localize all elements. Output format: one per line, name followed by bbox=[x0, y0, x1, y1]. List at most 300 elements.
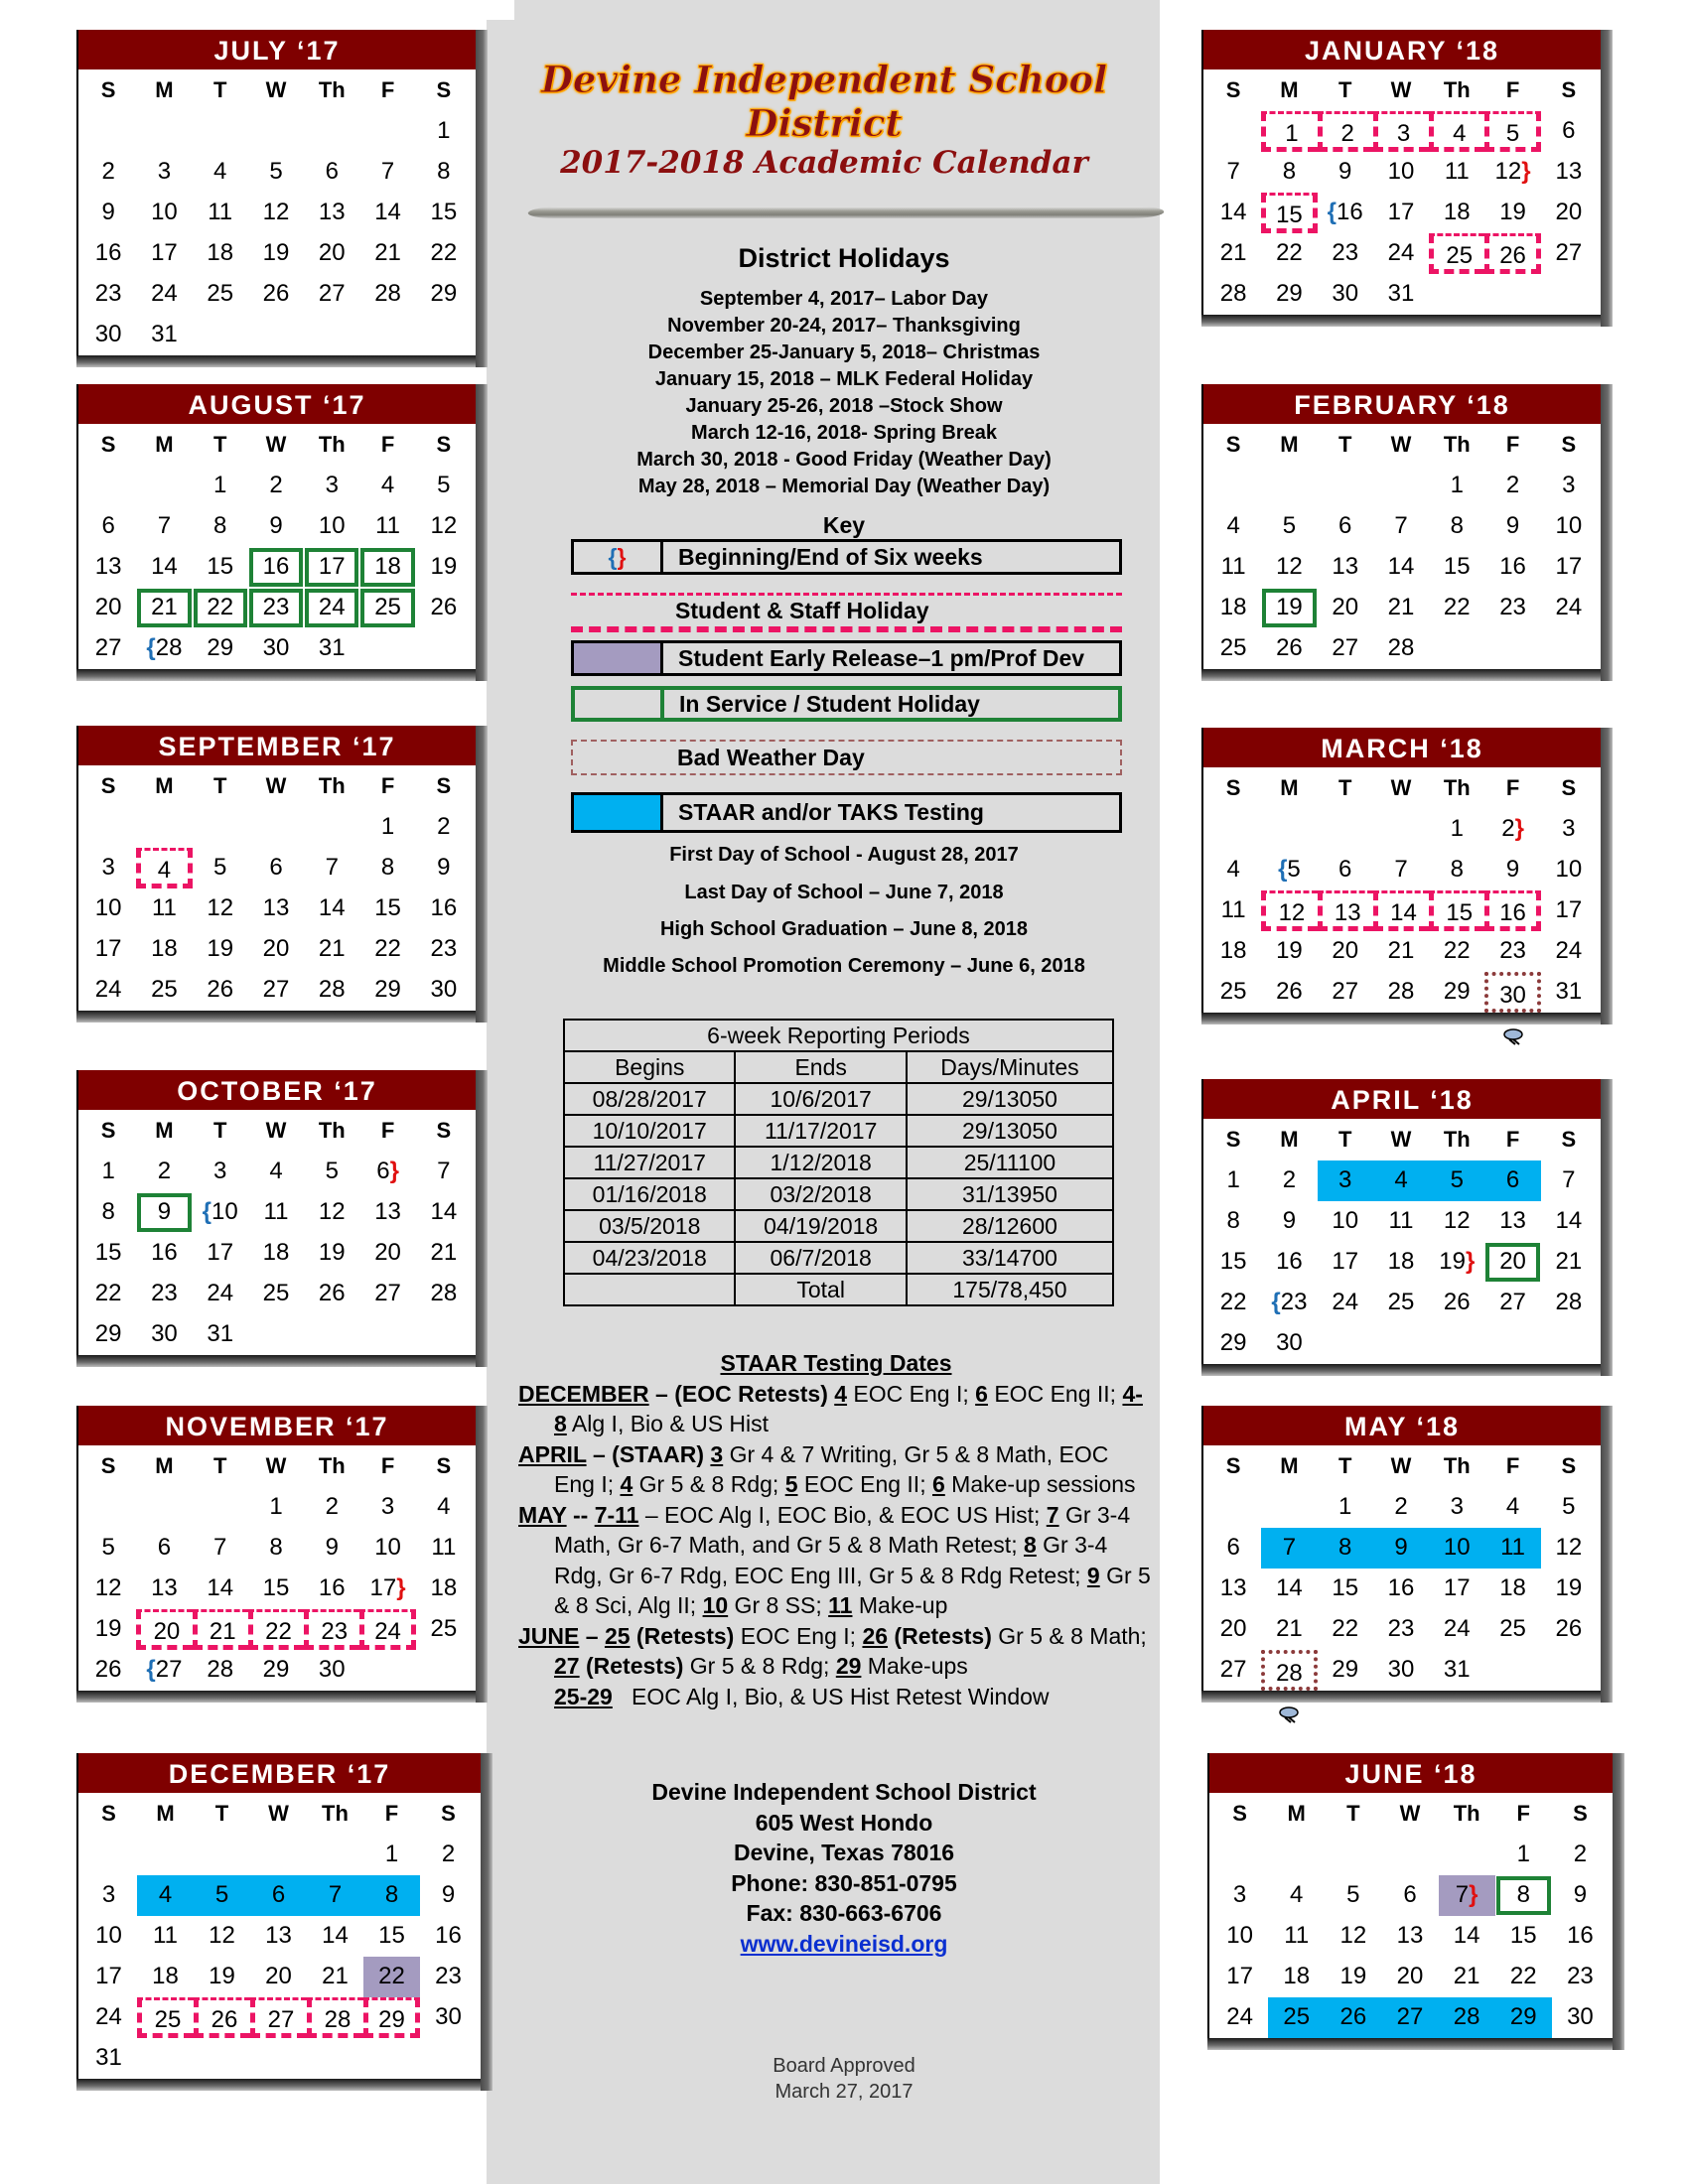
day-cell: 6 bbox=[269, 854, 283, 881]
day-cell: 19 bbox=[430, 553, 458, 580]
day-cell: 17} bbox=[369, 1574, 406, 1601]
day-cell: 8 bbox=[1318, 1528, 1373, 1569]
empty-day bbox=[1318, 809, 1373, 850]
day-cell: 30 bbox=[1332, 280, 1359, 307]
day-cell: 29 bbox=[262, 1656, 290, 1683]
day-cell: 25 bbox=[1499, 1615, 1526, 1642]
empty-day bbox=[1261, 809, 1317, 850]
day-cell: 9 bbox=[1505, 856, 1520, 883]
day-cell: 18 bbox=[1499, 1574, 1526, 1601]
weekday-label: M bbox=[1280, 1127, 1299, 1152]
day-cell: 3 bbox=[1450, 1493, 1464, 1520]
empty-day bbox=[1205, 466, 1261, 506]
month-card-may-2018 bbox=[1201, 1406, 1601, 1691]
day-cell: 11 bbox=[1388, 1207, 1414, 1234]
day-cell: 16 bbox=[94, 239, 122, 266]
day-cell: 8 bbox=[213, 512, 227, 539]
weekday-label: Th bbox=[322, 1801, 349, 1826]
weekday-label: Th bbox=[1443, 77, 1471, 102]
day-cell: 3 bbox=[157, 158, 172, 185]
day-cell: 6 bbox=[250, 1875, 307, 1916]
key-early-release: Student Early Release–1 pm/Prof Dev bbox=[571, 640, 1122, 676]
day-cell: 7 bbox=[380, 158, 395, 185]
day-cell: 28 bbox=[1387, 634, 1415, 661]
holiday-item: December 25-January 5, 2018– Christmas bbox=[647, 341, 1041, 363]
day-cell: 22 bbox=[248, 1609, 304, 1650]
day-cell: 19 bbox=[1276, 937, 1303, 964]
day-cell: 25 bbox=[1268, 1997, 1325, 2038]
day-cell: 13 bbox=[1332, 553, 1359, 580]
day-cell: 19 bbox=[262, 239, 290, 266]
day-cell: {5 bbox=[1278, 856, 1301, 883]
key-student-staff-holiday: Student & Staff Holiday bbox=[571, 593, 1122, 632]
empty-day bbox=[304, 111, 359, 152]
day-cell: 22 bbox=[1332, 1615, 1359, 1642]
day-cell: 20 bbox=[1396, 1963, 1424, 1989]
day-cell: 24 bbox=[207, 1280, 234, 1306]
day-cell: 26 bbox=[1325, 1997, 1381, 2038]
day-cell: 17 bbox=[1555, 896, 1583, 923]
table-row: 04/23/2018 06/7/2018 33/14700 bbox=[564, 1242, 1113, 1274]
day-cell: 24 bbox=[1555, 594, 1583, 620]
weekday-label: T bbox=[212, 77, 227, 102]
weekday-label: T bbox=[1346, 1801, 1360, 1826]
month-grid bbox=[1209, 1793, 1613, 2038]
day-cell: 18 bbox=[262, 1239, 290, 1266]
day-cell: 11 bbox=[1444, 158, 1470, 185]
day-cell: 15 bbox=[94, 1239, 122, 1266]
day-cell: 12} bbox=[1494, 158, 1531, 185]
day-cell: 7 bbox=[1394, 512, 1408, 539]
day-cell: 17 bbox=[1226, 1963, 1253, 1989]
day-cell: 20 bbox=[1219, 1615, 1247, 1642]
table-row: 01/16/2018 03/2/2018 31/13950 bbox=[564, 1178, 1113, 1210]
day-cell: 9 bbox=[136, 1192, 192, 1233]
month-title: JANUARY ‘18 bbox=[1203, 30, 1601, 69]
day-cell: 27 bbox=[374, 1280, 401, 1306]
day-cell: 24 bbox=[151, 280, 178, 307]
contact-name: Devine Independent School District bbox=[651, 1779, 1037, 1805]
weekday-label: Th bbox=[318, 432, 346, 457]
day-cell: 5 bbox=[1429, 1160, 1484, 1201]
day-cell: 24 bbox=[359, 1609, 415, 1650]
day-cell: 14 bbox=[1219, 199, 1247, 225]
day-cell: 4 bbox=[1290, 1881, 1304, 1908]
day-cell: 16 bbox=[1387, 1574, 1415, 1601]
day-cell: 4 bbox=[213, 158, 227, 185]
day-cell: 16 bbox=[1276, 1248, 1303, 1275]
day-cell: 29 bbox=[1332, 1656, 1359, 1683]
day-cell: 9 bbox=[1282, 1207, 1297, 1234]
day-cell: 16 bbox=[1499, 553, 1526, 580]
day-cell: 8 bbox=[380, 854, 395, 881]
holidays-heading: District Holidays bbox=[738, 243, 950, 273]
day-cell: 1 bbox=[1450, 472, 1464, 498]
day-cell: 1 bbox=[101, 1158, 115, 1184]
day-cell: 30 bbox=[430, 976, 458, 1003]
empty-day bbox=[136, 466, 192, 506]
contact-city: Devine, Texas 78016 bbox=[733, 1840, 955, 1865]
day-cell: 14 bbox=[1555, 1207, 1583, 1234]
day-cell: 8 bbox=[1282, 158, 1297, 185]
weekday-label: T bbox=[212, 432, 227, 457]
day-cell: 6 bbox=[1403, 1881, 1417, 1908]
day-cell: 25 bbox=[1219, 634, 1247, 661]
staar-may: MAY -- 7-11 – EOC Alg I, EOC Bio, & EOC US Hist; 7 Gr 3-4 Math, Gr 6-7 Math, and Gr 5 & 8 Math Retest; 8 Gr 3-4 Rdg, Gr 6-7 Rdg, EOC Eng III, Gr 5 & 8 Rdg Retest; 9 Gr 5 & 8 Sci, Alg II; 10 Gr 8 SS; 11 Make-up bbox=[518, 1501, 1151, 1618]
month-title: AUGUST ‘17 bbox=[78, 384, 476, 424]
storm-cloud-icon bbox=[1278, 1706, 1300, 1723]
day-cell: 10 bbox=[1555, 856, 1583, 883]
day-cell: 14 bbox=[322, 1922, 349, 1949]
day-cell: 18 bbox=[207, 239, 234, 266]
holiday-item: May 28, 2018 – Memorial Day (Weather Day) bbox=[637, 476, 1051, 497]
day-cell: 13 bbox=[318, 199, 346, 225]
day-cell: 1 bbox=[1226, 1166, 1240, 1193]
day-cell: 2 bbox=[441, 1841, 456, 1867]
day-cell: 12 bbox=[262, 199, 290, 225]
key-heading: Key bbox=[822, 512, 866, 538]
day-cell: 14 bbox=[430, 1198, 458, 1225]
empty-day bbox=[80, 807, 136, 848]
day-cell: 2 bbox=[437, 813, 451, 840]
day-cell: 5 bbox=[1484, 111, 1540, 152]
weekday-label: S bbox=[441, 1801, 456, 1826]
holiday-item: January 25-26, 2018 –Stock Show bbox=[685, 395, 1003, 417]
month-title: NOVEMBER ‘17 bbox=[78, 1406, 476, 1445]
holiday-list bbox=[506, 286, 1182, 500]
weekday-label: F bbox=[384, 1801, 399, 1826]
day-cell: 20 bbox=[262, 935, 290, 962]
day-cell: 18 bbox=[1219, 937, 1247, 964]
weekday-label: M bbox=[156, 1801, 175, 1826]
day-cell: 31 bbox=[1387, 280, 1415, 307]
weekday-label: S bbox=[100, 432, 116, 457]
day-cell: 18 bbox=[1387, 1248, 1415, 1275]
day-cell: 13 bbox=[1499, 1207, 1526, 1234]
day-cell: 4 bbox=[1226, 856, 1240, 883]
day-cell: 28 bbox=[1439, 1997, 1495, 2038]
day-cell: 2} bbox=[1501, 815, 1524, 842]
day-cell: 26 bbox=[1276, 634, 1303, 661]
day-cell: 17 bbox=[94, 935, 122, 962]
day-cell: 21 bbox=[1453, 1963, 1480, 1989]
weekday-label: F bbox=[1505, 1127, 1520, 1152]
empty-day bbox=[136, 807, 192, 848]
day-cell: 13 bbox=[374, 1198, 401, 1225]
day-cell: 14 bbox=[1276, 1574, 1303, 1601]
day-cell: 9 bbox=[1573, 1881, 1588, 1908]
day-cell: 4 bbox=[1373, 1160, 1429, 1201]
day-cell: 6 bbox=[325, 158, 339, 185]
day-cell: 17 bbox=[95, 1963, 122, 1989]
day-cell: 10 bbox=[94, 894, 122, 921]
empty-day bbox=[250, 1835, 307, 1875]
month-grid bbox=[78, 69, 476, 355]
weekday-label: Th bbox=[1443, 432, 1471, 457]
weekday-label: S bbox=[1561, 775, 1577, 800]
day-cell: 18 bbox=[1443, 199, 1471, 225]
weekday-label: S bbox=[436, 432, 452, 457]
day-cell: 19 bbox=[1339, 1963, 1367, 1989]
month-card-july-2017 bbox=[76, 30, 476, 355]
weekday-label: S bbox=[1561, 1127, 1577, 1152]
month-grid bbox=[1203, 424, 1601, 669]
month-card-october-2017 bbox=[76, 1070, 476, 1355]
day-cell: 23 bbox=[435, 1963, 462, 1989]
day-cell: 15 bbox=[1443, 553, 1471, 580]
weekday-label: Th bbox=[1443, 1453, 1471, 1478]
day-cell: 11 bbox=[431, 1534, 457, 1561]
day-cell: 24 bbox=[1443, 1615, 1471, 1642]
day-cell: 10 bbox=[374, 1534, 401, 1561]
day-cell: 5 bbox=[269, 158, 283, 185]
day-cell: 19 bbox=[1261, 588, 1317, 628]
day-cell: 2 bbox=[1394, 1493, 1408, 1520]
day-cell: 28 bbox=[374, 280, 401, 307]
day-cell: 25 bbox=[137, 1997, 194, 2038]
day-cell: 23 bbox=[94, 280, 122, 307]
contact-street: 605 West Hondo bbox=[755, 1809, 933, 1836]
day-cell: 26 bbox=[318, 1280, 346, 1306]
day-cell: 21 bbox=[1555, 1248, 1583, 1275]
day-cell: 4 bbox=[380, 472, 395, 498]
table-row: 03/5/2018 04/19/2018 28/12600 bbox=[564, 1210, 1113, 1242]
day-cell: 9 bbox=[1338, 158, 1352, 185]
day-cell: {16 bbox=[1327, 199, 1363, 225]
day-cell: 27 bbox=[318, 280, 346, 307]
board-approval: Board Approved March 27, 2017 bbox=[773, 2055, 915, 2103]
day-cell: 15 bbox=[378, 1922, 405, 1949]
day-cell: 28 bbox=[430, 1280, 458, 1306]
day-cell: 18 bbox=[359, 547, 415, 588]
day-cell: 24 bbox=[1387, 239, 1415, 266]
day-cell: 1 bbox=[384, 1841, 399, 1867]
weekday-label: S bbox=[100, 1453, 116, 1478]
day-cell: 7 bbox=[213, 1534, 227, 1561]
day-cell: 28 bbox=[1555, 1289, 1583, 1315]
day-cell: 23 bbox=[151, 1280, 178, 1306]
day-cell: 30 bbox=[151, 1320, 178, 1347]
day-cell: 19 bbox=[94, 1615, 122, 1642]
day-cell: 10 bbox=[1332, 1207, 1359, 1234]
day-cell: 3 bbox=[213, 1158, 227, 1184]
weekday-label: S bbox=[100, 1118, 116, 1143]
day-cell: 2 bbox=[269, 472, 283, 498]
day-cell: 19 bbox=[318, 1239, 346, 1266]
empty-day bbox=[1205, 1487, 1261, 1528]
weekday-label: F bbox=[1505, 1453, 1520, 1478]
day-cell: 2 bbox=[325, 1493, 339, 1520]
day-cell: 21 bbox=[1387, 594, 1415, 620]
weekday-label: S bbox=[100, 77, 116, 102]
six-weeks-begin-icon: { bbox=[146, 634, 156, 661]
weekday-label: W bbox=[1390, 432, 1412, 457]
weekday-label: T bbox=[1337, 775, 1352, 800]
six-weeks-begin-icon: { bbox=[146, 1656, 156, 1683]
day-cell: 16 bbox=[1567, 1922, 1594, 1949]
day-cell: 1 bbox=[1261, 111, 1317, 152]
day-cell: 12 bbox=[1555, 1534, 1583, 1561]
day-cell: 21 bbox=[1387, 937, 1415, 964]
month-title: APRIL ‘18 bbox=[1203, 1079, 1601, 1119]
empty-day bbox=[1373, 809, 1429, 850]
day-cell: 8 bbox=[1450, 856, 1464, 883]
empty-day bbox=[248, 807, 304, 848]
day-cell: 18 bbox=[151, 935, 178, 962]
weekday-label: W bbox=[265, 773, 287, 798]
weekday-label: W bbox=[265, 1118, 287, 1143]
day-cell: 19 bbox=[1499, 199, 1526, 225]
weekday-label: W bbox=[1390, 1453, 1412, 1478]
day-cell: 10 bbox=[95, 1922, 122, 1949]
day-cell: 31 bbox=[151, 321, 178, 347]
month-grid bbox=[78, 424, 476, 669]
day-cell: 7 bbox=[1261, 1528, 1317, 1569]
month-title: DECEMBER ‘17 bbox=[78, 1753, 481, 1793]
day-cell: 13 bbox=[262, 894, 290, 921]
website-link[interactable]: www.devineisd.org bbox=[740, 1930, 948, 1957]
day-cell: 19 bbox=[209, 1963, 235, 1989]
day-cell: 7} bbox=[1439, 1875, 1495, 1916]
day-cell: 25 bbox=[262, 1280, 290, 1306]
day-cell: 7 bbox=[1394, 856, 1408, 883]
empty-day bbox=[248, 111, 304, 152]
day-cell: 3 bbox=[1562, 472, 1576, 498]
day-cell: 16 bbox=[435, 1922, 462, 1949]
day-cell: 2 bbox=[1505, 472, 1520, 498]
month-card-february-2018 bbox=[1201, 384, 1601, 669]
weekday-label: W bbox=[1390, 77, 1412, 102]
weekday-label: T bbox=[1337, 1453, 1352, 1478]
day-cell: 26 bbox=[194, 1997, 250, 2038]
day-cell: 26 bbox=[1443, 1289, 1471, 1315]
six-weeks-end-icon: } bbox=[396, 1574, 406, 1601]
weekday-label: F bbox=[1516, 1801, 1530, 1826]
day-cell: 26 bbox=[94, 1656, 122, 1683]
month-card-april-2018 bbox=[1201, 1079, 1601, 1364]
in-service-swatch bbox=[575, 690, 664, 718]
holiday-item: January 15, 2018 – MLK Federal Holiday bbox=[654, 368, 1034, 390]
day-cell: 4 bbox=[136, 848, 192, 888]
empty-day bbox=[1261, 466, 1317, 506]
month-card-november-2017 bbox=[76, 1406, 476, 1691]
day-cell: 26 bbox=[1555, 1615, 1583, 1642]
month-grid bbox=[78, 1110, 476, 1355]
day-cell: 14 bbox=[1453, 1922, 1480, 1949]
day-cell: 25 bbox=[1429, 233, 1484, 274]
bad-weather-swatch bbox=[573, 742, 662, 773]
last-day-of-school: Last Day of School – June 7, 2018 bbox=[684, 882, 1004, 903]
empty-day bbox=[1261, 1487, 1317, 1528]
weekday-label: Th bbox=[318, 1453, 346, 1478]
day-cell: 1 bbox=[380, 813, 395, 840]
month-card-june-2018 bbox=[1207, 1753, 1613, 2038]
month-title: JUNE ‘18 bbox=[1209, 1753, 1613, 1793]
month-title: MAY ‘18 bbox=[1203, 1406, 1601, 1445]
weekday-label: M bbox=[155, 1453, 174, 1478]
holiday-swatch bbox=[571, 596, 660, 626]
day-cell: 22 bbox=[1219, 1289, 1247, 1315]
day-cell: 11 bbox=[151, 894, 177, 921]
high-school-graduation: High School Graduation – June 8, 2018 bbox=[659, 918, 1029, 940]
day-cell: 21 bbox=[1276, 1615, 1303, 1642]
day-cell: 10 bbox=[151, 199, 178, 225]
staar-swatch bbox=[574, 795, 663, 830]
day-cell: 28 bbox=[307, 1997, 363, 2038]
day-cell: 30 bbox=[262, 634, 290, 661]
weekday-label: M bbox=[1280, 775, 1299, 800]
key-staar-testing: STAAR and/or TAKS Testing bbox=[571, 792, 1122, 833]
empty-day bbox=[193, 807, 248, 848]
day-cell: 5 bbox=[1562, 1493, 1576, 1520]
table-row: 11/27/2017 1/12/2018 25/11100 bbox=[564, 1147, 1113, 1178]
day-cell: 15 bbox=[1219, 1248, 1247, 1275]
day-cell: 15 bbox=[207, 553, 234, 580]
day-cell: 30 bbox=[435, 2003, 462, 2030]
month-grid bbox=[78, 1445, 476, 1691]
day-cell: 13 bbox=[1219, 1574, 1247, 1601]
day-cell: 22 bbox=[1443, 594, 1471, 620]
day-cell: 17 bbox=[1387, 199, 1415, 225]
day-cell: 25 bbox=[207, 280, 234, 307]
weekday-label: T bbox=[1337, 432, 1352, 457]
day-cell: 10 bbox=[1555, 512, 1583, 539]
day-cell: 27 bbox=[94, 634, 122, 661]
month-grid bbox=[78, 765, 476, 1011]
weekday-label: S bbox=[436, 1118, 452, 1143]
day-cell: 5 bbox=[194, 1875, 250, 1916]
day-cell: 6 bbox=[1338, 512, 1352, 539]
empty-day bbox=[1211, 1835, 1268, 1875]
weekday-label: M bbox=[1280, 1453, 1299, 1478]
day-cell: 12 bbox=[207, 894, 234, 921]
day-cell: 27 bbox=[1219, 1656, 1247, 1683]
six-weeks-end-icon: } bbox=[1465, 1248, 1476, 1275]
key-bad-weather: Bad Weather Day bbox=[571, 740, 1122, 775]
day-cell: 25 bbox=[1219, 978, 1247, 1005]
empty-day bbox=[80, 111, 136, 152]
holiday-item: March 30, 2018 - Good Friday (Weather Day) bbox=[636, 449, 1052, 471]
table-title: 6-week Reporting Periods bbox=[564, 1020, 1113, 1051]
day-cell: 28 bbox=[1261, 1650, 1317, 1691]
empty-day bbox=[307, 1835, 363, 1875]
weekday-label: T bbox=[214, 1801, 229, 1826]
day-cell: 13 bbox=[94, 553, 122, 580]
month-title: JULY ‘17 bbox=[78, 30, 476, 69]
day-cell: 7 bbox=[1226, 158, 1240, 185]
six-weeks-begin-icon: { bbox=[1278, 856, 1288, 883]
day-cell: 27 bbox=[250, 1997, 307, 2038]
day-cell: 13 bbox=[1396, 1922, 1424, 1949]
weekday-label: F bbox=[1505, 775, 1520, 800]
day-cell: 15 bbox=[374, 894, 401, 921]
month-card-august-2017 bbox=[76, 384, 476, 669]
day-cell: 2 bbox=[1282, 1166, 1297, 1193]
day-cell: 1 bbox=[1450, 815, 1464, 842]
district-contact bbox=[506, 1777, 1182, 1959]
day-cell: 12 bbox=[1339, 1922, 1367, 1949]
day-cell: 9 bbox=[101, 199, 115, 225]
day-cell: {27 bbox=[146, 1656, 183, 1683]
day-cell: 24 bbox=[1226, 2003, 1253, 2030]
month-card-january-2018 bbox=[1201, 30, 1601, 315]
day-cell: 15 bbox=[1509, 1922, 1537, 1949]
day-cell: 8 bbox=[1226, 1207, 1240, 1234]
holiday-item: March 12-16, 2018- Spring Break bbox=[691, 422, 997, 444]
day-cell: 31 bbox=[1443, 1656, 1471, 1683]
day-cell: 18 bbox=[1219, 594, 1247, 620]
empty-day bbox=[80, 1835, 137, 1875]
